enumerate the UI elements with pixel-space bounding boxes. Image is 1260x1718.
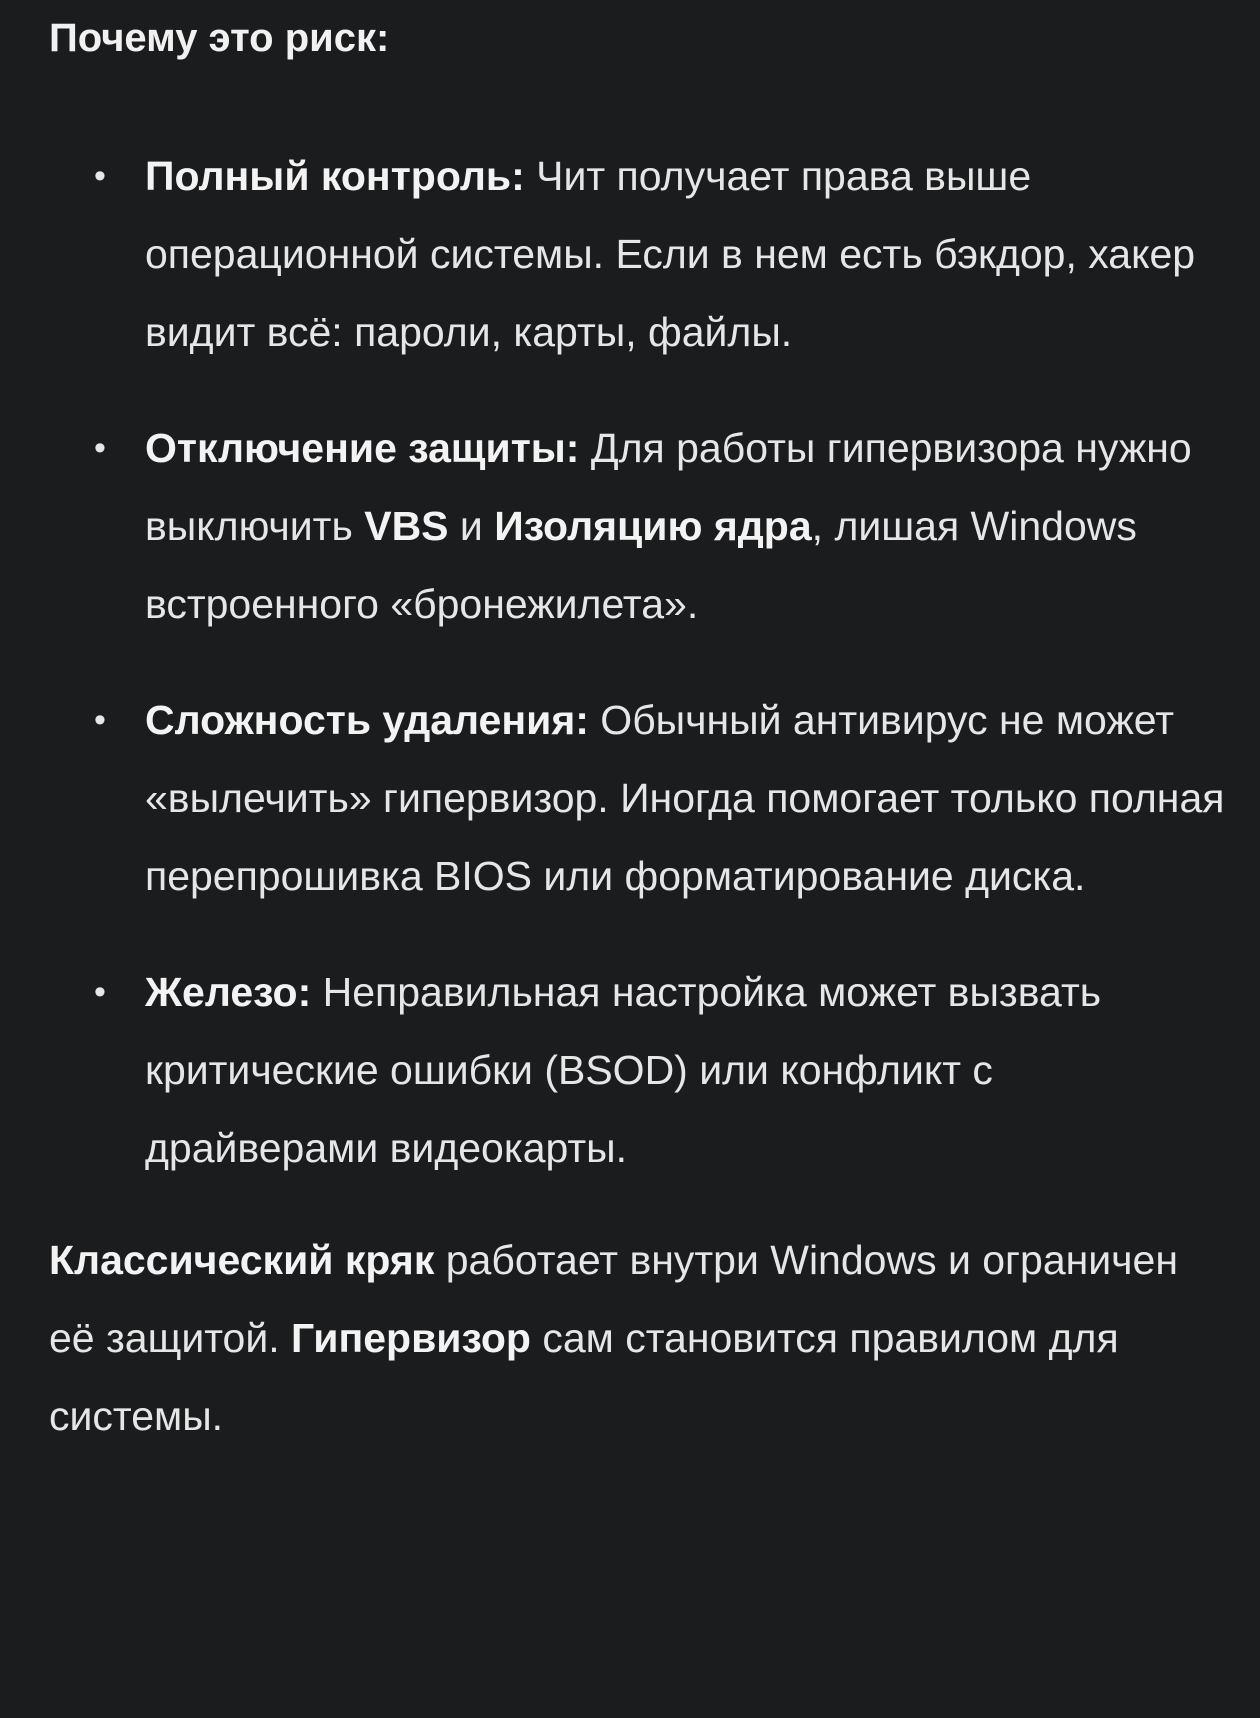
summary-text: работает внутри Windows и ограничен её защитой. <box>49 1237 1178 1361</box>
list-item-hardware <box>49 953 1229 1187</box>
item-text: Неправильная настройка может вызвать критические ошибки (BSOD) или конфликт с драйверами видеокарты. <box>145 969 1102 1171</box>
bullet-icon: • <box>94 701 106 739</box>
summary-bold-classic-crack: Классический кряк <box>49 1237 435 1283</box>
list-item-full-control <box>49 137 1229 371</box>
summary-bold-hypervisor: Гипервизор <box>291 1315 531 1361</box>
item-text: и <box>448 503 495 549</box>
bullet-icon: • <box>94 973 106 1011</box>
item-title: Железо: <box>145 969 312 1015</box>
bullet-icon: • <box>94 429 106 467</box>
summary-text: сам становится правилом для системы. <box>49 1315 1119 1439</box>
item-text: , лишая Windows встроенного «бронежилета». <box>145 503 1137 627</box>
list-item-removal-difficulty <box>49 681 1229 915</box>
list-item-protection-off <box>49 409 1229 643</box>
item-bold-vbs: VBS <box>364 503 449 549</box>
item-bold-kernel-isolation: Изоляцию ядра <box>494 503 812 549</box>
chat-message <box>0 14 1229 1455</box>
item-text: Для работы гипервизора нужно выключить <box>145 425 1192 549</box>
summary-paragraph <box>49 1221 1199 1455</box>
item-text: Обычный антивирус не может «вылечить» гипервизор. Иногда помогает только полная перепрошивка BIOS или форматирование диска. <box>145 697 1225 899</box>
section-heading: Почему это риск: <box>49 16 390 60</box>
item-title: Отключение защиты: <box>145 425 580 471</box>
item-title: Сложность удаления: <box>145 697 589 743</box>
item-text: Чит получает права выше операционной системы. Если в нем есть бэкдор, хакер видит всё: пароли, карты, файлы. <box>145 153 1196 355</box>
item-title: Полный контроль: <box>145 153 525 199</box>
risk-list <box>49 137 1229 1187</box>
bullet-icon: • <box>94 157 106 195</box>
